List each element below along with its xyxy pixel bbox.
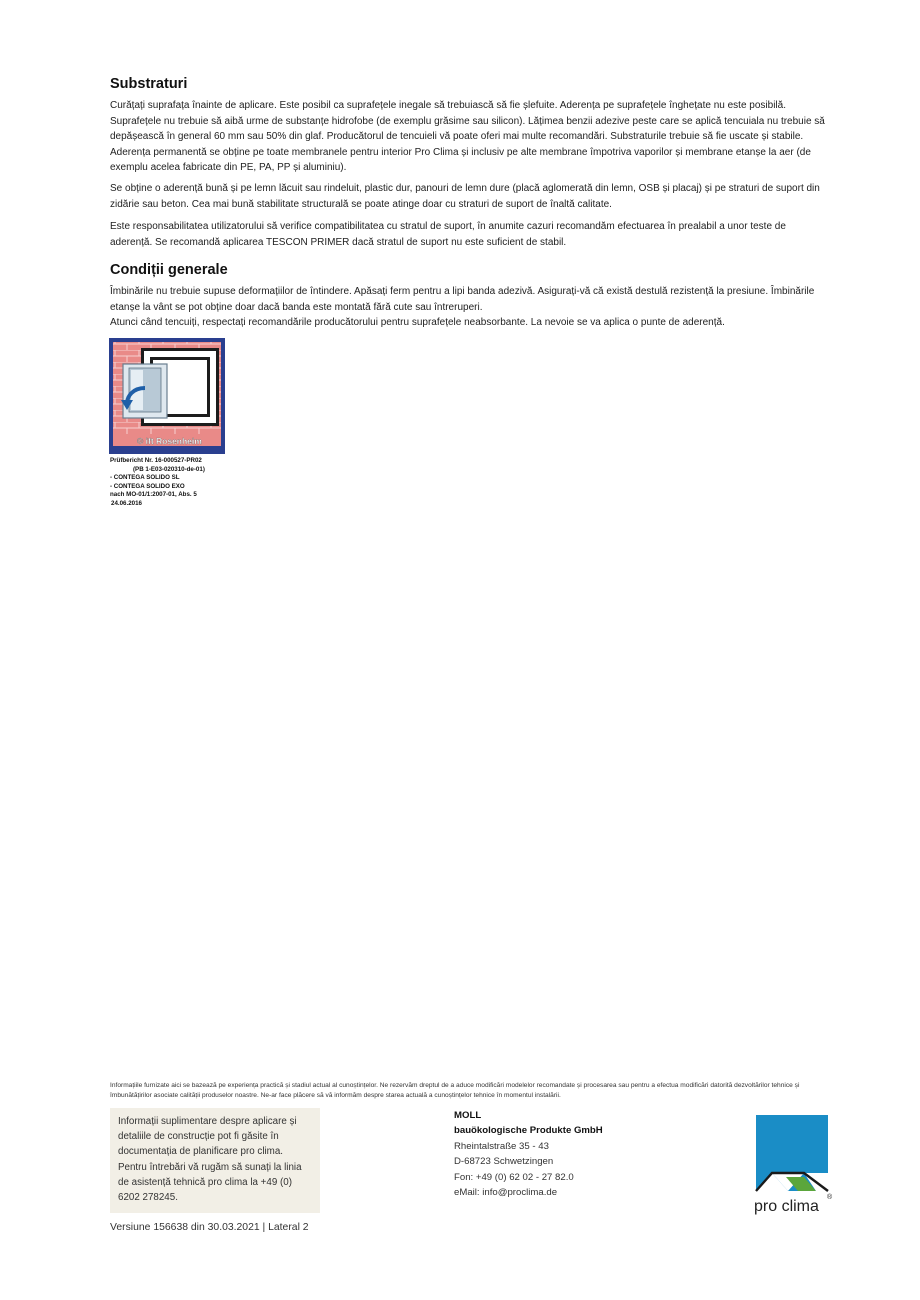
logo-wordmark: pro clima [754, 1198, 819, 1215]
company-address [454, 1108, 674, 1200]
ift-certificate-image [109, 338, 225, 454]
substraturi-paragraph-2: Se obține o aderență bună și pe lemn lăcuit sau rindeluit, plastic dur, panouri de lemn dure (placă aglomerată din lemn, OSB și placaj) și pe straturi de suport din zidărie sau beton. Cea mai bună stabilitate structurală se poate atinge doar cu straturi de suport de înaltă calitate. [110, 183, 820, 210]
address-phone: Fon: +49 (0) 62 02 - 27 82.0 [454, 1171, 574, 1183]
caption-line: - CONTEGA SOLIDO EXO [110, 482, 185, 490]
certificate-caption [110, 457, 260, 509]
caption-line: nach MO-01/1:2007-01, Abs. 5 [110, 491, 197, 499]
footer-disclaimer: Informațiile furnizate aici se bazează pe experiența practică și stadiul actual al cunoștințelor. Ne rezervăm dreptul de a aduce modificări modelelor recomandate și procesarea sau pentru a efectua modificări datorită dezvoltărilor tehnice și îmbunătățirilor asociate calității produselor noastre. Ne-ar face plăcere să vă informăm despre starea actuală a cunoștințelor tehnice în momentul instalării. [110, 1082, 800, 1099]
substraturi-paragraph-3: Este responsabilitatea utilizatorului să verifice compatibilitatea cu stratul de suport, în anumite cazuri recomandăm efectuarea în prealabil a unor teste de aderență. Se recomandă aplicarea TESCON PRIMER dacă stratul de suport nu este suficient de stabil. [110, 221, 786, 248]
pro-clima-logo [752, 1115, 836, 1215]
caption-line: Prüfbericht Nr. 16-000527-PR02 [110, 457, 202, 464]
conditii-paragraph-2: Atunci când tencuiți, respectați recomandările producătorului pentru suprafețele neabsorbante. La nevoie se va aplica o punte de aderență. [110, 317, 725, 328]
cert-badge-text: © ift Rosenheim [137, 436, 202, 446]
version-line: Versiune 156638 din 30.03.2021 | Lateral 2 [110, 1222, 309, 1233]
info-box-text: Informații suplimentare despre aplicare și detaliile de construcție pot fi găsite în documentația de planificare pro clima. Pentru întrebări vă rugăm să sunați la linia de asistență tehnică pro clima la +49 (0) 6202 278245. [118, 1116, 302, 1204]
section-title-conditii-generale: Condiții generale [110, 262, 228, 278]
address-city: D-68723 Schwetzingen [454, 1156, 554, 1168]
address-email: eMail: info@proclima.de [454, 1187, 558, 1199]
conditii-paragraph: Îmbinările nu trebuie supuse deformațiilor de întindere. Apăsați ferm pentru a lipi banda adezivă. Asigurați-vă că există destulă rezistență la presiune. Îmbinările etanșe la vânt se pot obține doar dacă banda este montată fără cute sau întreruperi. [110, 286, 815, 313]
company-name: MOLL [454, 1110, 482, 1121]
company-name-2: bauökologische Produkte GmbH [454, 1125, 603, 1137]
address-street: Rheintalstraße 35 - 43 [454, 1140, 549, 1152]
section-title-substraturi: Substraturi [110, 76, 188, 92]
caption-line: (PB 1-E03-020310-de-01) [133, 465, 205, 473]
registered-mark: ® [827, 1194, 833, 1201]
caption-line: 24.06.2016 [111, 499, 142, 507]
info-box [110, 1108, 320, 1213]
caption-line: - CONTEGA SOLIDO SL [110, 474, 180, 482]
substraturi-paragraph-1: Curățați suprafața înainte de aplicare. Este posibil ca suprafețele inegale să trebuiască să fie șlefuite. Aderența pe suprafețele înghețate nu este posibilă. Suprafețele nu trebuie să aibă urme de substanțe hidrofobe (de exemplu grăsime sau silicon). Lățimea benzii adezive peste care se aplică tencuiala nu trebuie să depășească în general 60 mm sau 50% din glaf. Producătorul de tencuieli vă poate oferi mai multe recomandări. Substraturile trebuie să fie uscate și stabile. Aderența permanentă se obține pe toate membranele pentru interior Pro Clima și inclusiv pe alte membrane împotriva vaporilor și membrane etanșe la aer (de exemplu acelea fabricate din PE, PA, PP și aluminiu). [110, 100, 825, 174]
